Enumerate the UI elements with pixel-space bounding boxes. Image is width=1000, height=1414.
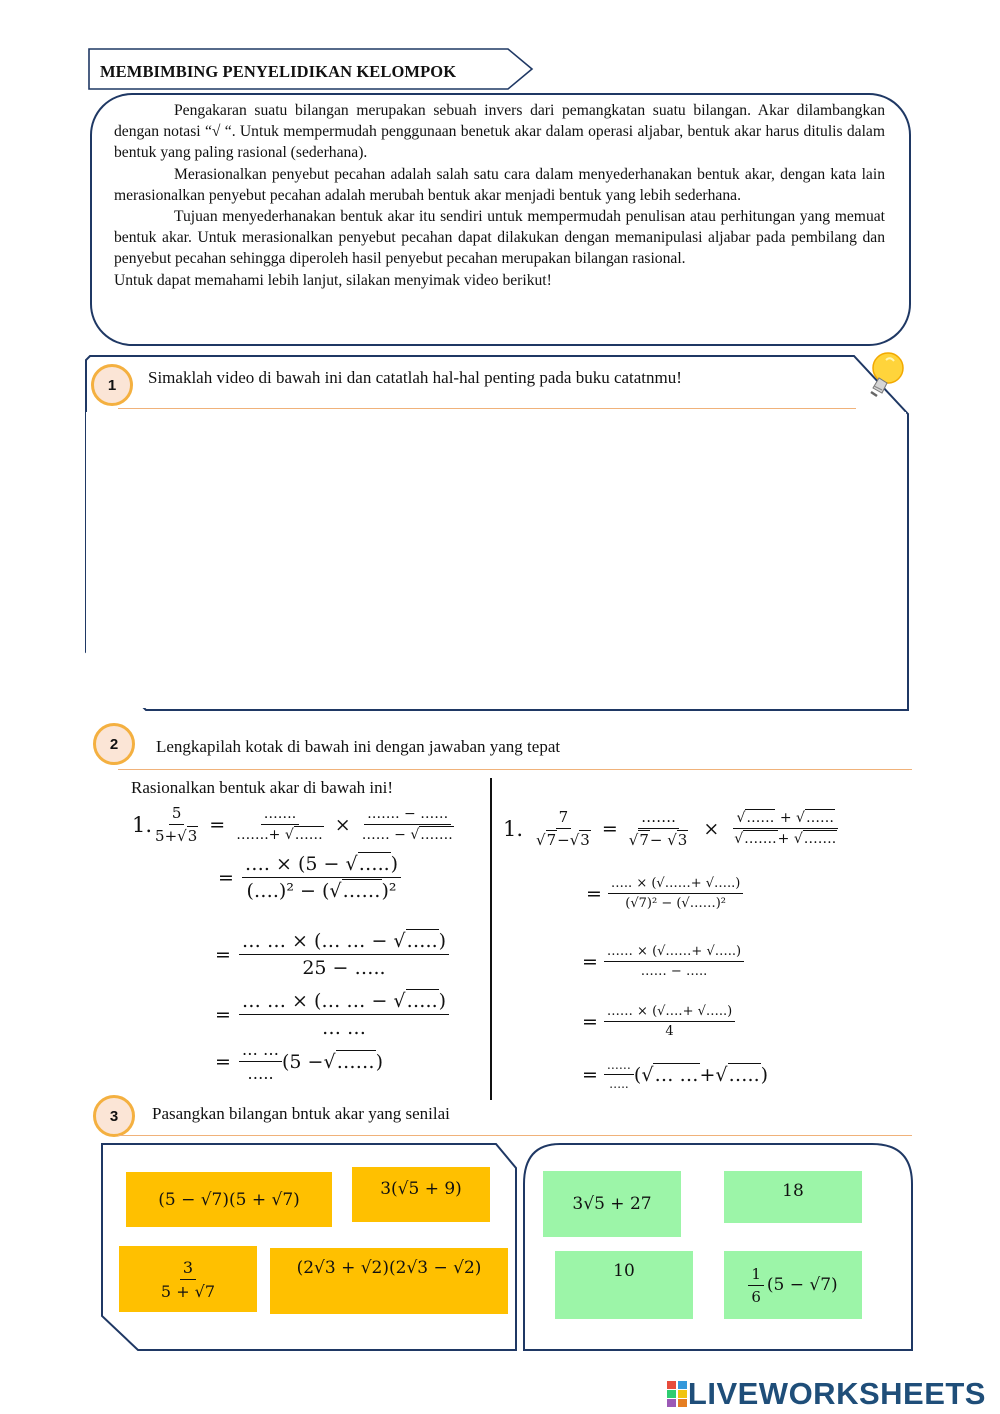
green-card-4-fraction: $\frac{1}{6}$ <box>748 1265 764 1306</box>
left-question-fraction: $\frac{5}{5+√3}$ <box>155 804 198 845</box>
left-fraction-blank-2[interactable]: $\frac{\dots\dots. - \dots\dots}{\dots\dots - √\dots\dots.}$ <box>361 806 453 843</box>
right-problem-line-3[interactable]: = $\frac{\dots\dots \times (√\dots\dots+ √\dots..)}{\dots\dots - \dots..}$ <box>582 944 744 979</box>
right-step-5-fraction[interactable]: $\frac{\dots\dots}{\dots..}$ <box>604 1058 634 1091</box>
yellow-card-1[interactable]: (5 − √7)(5 + √7) <box>126 1172 332 1227</box>
section-2-divider <box>118 769 912 770</box>
right-question-fraction: $\frac{7}{√7-√3}$ <box>536 808 590 849</box>
right-fraction-blank-2[interactable]: $\frac{√\dots\dots + √\dots\dots}{√\dots\dots.+ √\dots\dots.}$ <box>734 810 837 847</box>
right-problem-line-2[interactable]: = $\frac{\dots.. \times (√\dots\dots+ √\dots..)}{\text{(√7)² − (√……)²}}$ <box>586 876 743 911</box>
section-1-instruction: Simaklah video di bawah ini dan catatlah hal-hal penting pada buku catatnmu! <box>148 368 682 387</box>
section-2-subtitle: Rasionalkan bentuk akar di bawah ini! <box>131 778 394 797</box>
intro-paragraph-3: Tujuan menyederhanakan bentuk akar itu sendiri untuk mempermudah penulisan atau perhitungan yang memuat bentuk akar. Untuk merasionalkan penyebut pecahan dapat dilakukan dengan memanipulasi aljabar pada pembilang dan penyebut pecahan sehingga diperoleh hasil penyebut pecahan merupakan bilangan rasional. <box>114 208 885 268</box>
section-3-divider <box>118 1135 912 1136</box>
right-problem-line-5[interactable]: = $\frac{\dots\dots}{\dots..}$ ( √ … … + √ ….. ) <box>582 1058 769 1091</box>
intro-text <box>114 100 885 291</box>
yellow-card-3[interactable] <box>119 1246 257 1312</box>
section-1-divider <box>118 408 856 409</box>
page-title: MEMBIMBING PENYELIDIKAN KELOMPOK <box>100 62 457 81</box>
right-problem-line-4[interactable]: = $\frac{\dots\dots \times (√\dots.+ √\dots..)}{4}$ <box>582 1004 735 1039</box>
left-problem-label: 1. <box>132 812 153 837</box>
left-fraction-blank-1[interactable]: $\frac{\dots\dots.}{\dots\dots.+ √\dots\dots}$ <box>236 806 323 843</box>
green-card-3[interactable]: 10 <box>555 1251 693 1319</box>
left-step-5-fraction[interactable]: $\frac{\dots \dots}{\dots..}$ <box>239 1040 282 1083</box>
green-card-2[interactable]: 18 <box>724 1171 862 1223</box>
right-problem-label: 1. <box>503 816 524 841</box>
section-number-2: 2 <box>93 723 135 765</box>
left-step-2-fraction[interactable]: $\frac{\dots. \times (5 - √\dots..)}{\text{(….)² − (√……)²}}$ <box>242 853 401 902</box>
section-number-1: 1 <box>91 364 133 406</box>
intro-paragraph-2: Merasionalkan penyebut pecahan adalah salah satu cara dalam menyederhanakan bentuk akar, dengan kata lain merasionalkan penyebut pecahan adalah merubah bentuk akar menjadi bentuk yang lebih sederhana. <box>114 165 885 204</box>
footer-brand-text: LIVEWORKSHEETS <box>687 1376 986 1411</box>
yellow-card-3-fraction: $\frac{3}{5 + √7}$ <box>160 1257 216 1301</box>
left-problem-line-5[interactable]: = $\frac{\dots \dots}{\dots..}$ (5 − √ …… ) <box>215 1040 384 1083</box>
right-step-3-fraction[interactable]: $\frac{\dots\dots \times (√\dots\dots+ √\dots..)}{\dots\dots - \dots..}$ <box>604 944 744 979</box>
section-number-3: 3 <box>93 1095 135 1137</box>
footer-brand <box>666 1377 986 1411</box>
left-problem-line-1: 1. $\frac{5}{5+√3}$ = $\frac{\dots\dots.}{\dots\dots.+ √\dots\dots}$ × $\frac{\dots\dots. - \dots\dots}{\dots\dots - √\dots\dots.}$ <box>132 804 457 845</box>
right-problem-line-1: 1. $\frac{7}{√7-√3}$ = $\frac{\dots\dots.}{√7- √3}$ × $\frac{√\dots\dots + √\dots\dots}{√\dots\dots.+ √\dots\dots.}$ <box>503 808 840 849</box>
section-3-instruction: Pasangkan bilangan bntuk akar yang senilai <box>152 1104 450 1123</box>
right-step-4-fraction[interactable]: $\frac{\dots\dots \times (√\dots.+ √\dots..)}{4}$ <box>604 1004 735 1039</box>
yellow-card-2[interactable]: 3(√5 + 9) <box>352 1167 490 1222</box>
column-divider <box>490 778 492 1100</box>
yellow-card-4[interactable]: (2√3 + √2)(2√3 − √2) <box>270 1248 508 1314</box>
video-area[interactable] <box>86 412 906 708</box>
right-fraction-blank-1[interactable]: $\frac{\dots\dots.}{√7- √3}$ <box>628 808 688 849</box>
left-problem-line-2[interactable]: = $\frac{\dots. \times (5 - √\dots..)}{\text{(….)² − (√……)²}}$ <box>218 853 401 902</box>
lightbulb-icon <box>860 348 910 404</box>
section-2-instruction: Lengkapilah kotak di bawah ini dengan jawaban yang tepat <box>156 737 561 756</box>
liveworksheets-logo-icon <box>666 1380 688 1408</box>
left-problem-line-3[interactable]: = $\frac{\dots \dots \times (\dots \dots - √\dots..)}{25 - \dots..}$ <box>215 930 449 979</box>
intro-paragraph-1: Pengakaran suatu bilangan merupakan sebuah invers dari pemangkatan suatu bilangan. Akar dilambangkan dengan notasi “√ “. Untuk mempermudah penggunaan benetuk akar dalam operasi aljabar, bentuk akar harus ditulis dalam bentuk yang paling rasional (sederhana). <box>114 102 885 162</box>
intro-paragraph-4: Untuk dapat memahami lebih lanjut, silakan menyimak video berikut! <box>114 271 552 289</box>
right-step-2-fraction[interactable]: $\frac{\dots.. \times (√\dots\dots+ √\dots..)}{\text{(√7)² − (√……)²}}$ <box>608 876 743 911</box>
left-step-3-fraction[interactable]: $\frac{\dots \dots \times (\dots \dots - √\dots..)}{25 - \dots..}$ <box>239 930 449 979</box>
green-card-1[interactable]: 3√5 + 27 <box>543 1171 681 1237</box>
left-problem-line-4[interactable]: = $\frac{\dots \dots \times (\dots \dots - √\dots..)}{\dots \dots}$ <box>215 990 449 1039</box>
green-card-4[interactable]: $\frac{1}{6}$ (5 − √7) <box>724 1251 862 1319</box>
left-step-4-fraction[interactable]: $\frac{\dots \dots \times (\dots \dots - √\dots..)}{\dots \dots}$ <box>239 990 449 1039</box>
